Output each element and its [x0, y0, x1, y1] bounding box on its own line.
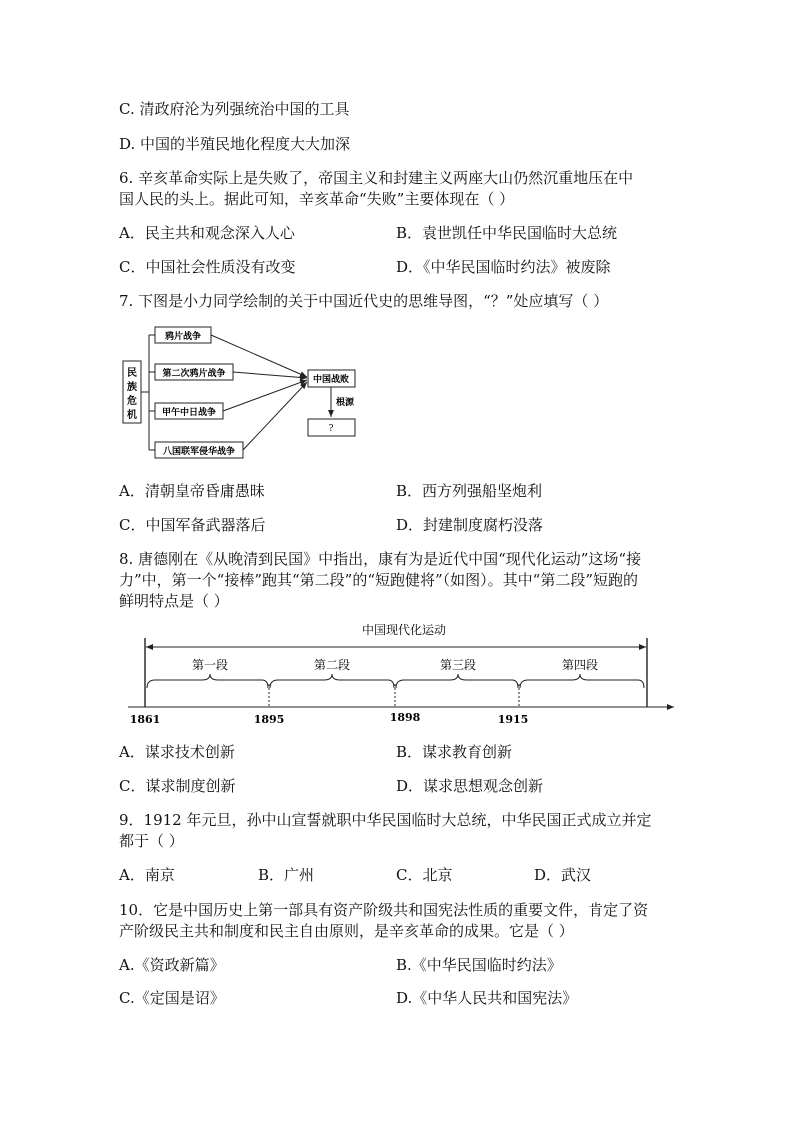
q8-year-1898: 1898 — [389, 711, 421, 724]
q9-option-b: B．广州 — [258, 866, 315, 884]
q7-left-char-1: 民 — [127, 368, 137, 379]
q7-arrow-2 — [233, 372, 307, 378]
q8-option-c: C．谋求制度创新 — [119, 777, 236, 795]
q8-brace-1 — [147, 674, 268, 688]
q8-timeline-title: 中国现代化运动 — [361, 623, 447, 637]
q8-brace-2 — [270, 674, 394, 688]
q7-option-c: C．中国军备武器落后 — [119, 516, 266, 534]
q7-left-char-2: 族 — [127, 382, 137, 393]
q8-stem-line3: 鲜明特点是（ ） — [119, 592, 229, 610]
q8-segment-2: 第二段 — [313, 658, 351, 672]
q8-brace-3 — [396, 674, 518, 688]
q9-stem-line1: 9．1912 年元旦，孙中山宣誓就职中华民国临时大总统，中华民国正式成立并定 — [119, 811, 652, 829]
q6-stem-line2: 国人民的头上。据此可知，辛亥革命“失败”主要体现在（ ） — [119, 190, 515, 208]
q7-unknown-label: ? — [328, 424, 334, 434]
q7-left-char-4: 机 — [127, 410, 137, 421]
q8-brace-4 — [520, 674, 644, 688]
q6-option-d: D．《中华民国临时约法》被废除 — [396, 258, 611, 276]
q6-option-b: B．袁世凯任中华民国临时大总统 — [396, 224, 618, 242]
q7-arrow-label: 根源 — [336, 398, 355, 408]
q9-option-a: A．南京 — [119, 866, 175, 884]
q7-option-b: B．西方列强船坚炮利 — [396, 482, 543, 500]
q6-option-a: A．民主共和观念深入人心 — [119, 224, 295, 242]
q7-war-label-4: 八国联军侵华战争 — [162, 447, 236, 457]
q10-option-a: A.《资政新篇》 — [119, 956, 225, 974]
q8-year-1861: 1861 — [129, 713, 161, 726]
q8-segment-1: 第一段 — [191, 658, 229, 672]
q8-stem-line2: 力”中，第一个“接棒”跑其“第二段”的“短跑健将”（如图）。其中“第二段”短跑的 — [119, 571, 639, 589]
q8-year-1895: 1895 — [253, 713, 285, 726]
q7-war-label-1: 鸦片战争 — [164, 332, 202, 342]
q5-option-d: D. 中国的半殖民地化程度大大加深 — [119, 135, 351, 153]
q8-stem-line1: 8. 唐德刚在《从晚清到民国》中指出，康有为是近代中国“现代化运动”这场“接 — [119, 550, 642, 568]
q7-option-d: D．封建制度腐朽没落 — [396, 516, 544, 534]
q10-stem-line2: 产阶级民主共和制度和民主自由原则，是辛亥革命的成果。它是（ ） — [119, 922, 574, 940]
q7-result-label: 中国战败 — [312, 375, 350, 385]
q8-timeline — [118, 618, 688, 728]
q6-option-c: C．中国社会性质没有改变 — [119, 258, 296, 276]
q10-stem-line1: 10．它是中国历史上第一部具有资产阶级共和国宪法性质的重要文件，肯定了资 — [119, 901, 649, 919]
q9-option-c: C．北京 — [396, 866, 453, 884]
q8-year-1915: 1915 — [497, 713, 529, 726]
q8-segment-3: 第三段 — [439, 658, 477, 672]
q7-mind-map — [117, 323, 367, 463]
q9-option-d: D．武汉 — [534, 866, 592, 884]
q9-stem-line2: 都于（ ） — [119, 832, 184, 850]
q7-war-label-2: 第二次鸦片战争 — [162, 369, 226, 379]
q5-option-c: C. 清政府沦为列强统治中国的工具 — [119, 100, 350, 118]
q8-segment-4: 第四段 — [561, 658, 599, 672]
q10-option-d: D.《中华人民共和国宪法》 — [396, 989, 578, 1007]
q10-option-b: B.《中华民国临时约法》 — [396, 956, 562, 974]
q8-option-d: D．谋求思想观念创新 — [396, 777, 544, 795]
q8-option-a: A．谋求技术创新 — [119, 743, 235, 761]
q7-war-label-3: 甲午中日战争 — [161, 408, 217, 418]
q8-option-b: B．谋求教育创新 — [396, 743, 513, 761]
q6-stem-line1: 6. 辛亥革命实际上是失败了，帝国主义和封建主义两座大山仍然沉重地压在中 — [119, 169, 634, 187]
q10-option-c: C.《定国是诏》 — [119, 989, 225, 1007]
q7-stem: 7. 下图是小力同学绘制的关于中国近代史的思维导图，“？”处应填写（ ） — [119, 292, 609, 310]
q7-option-a: A．清朝皇帝昏庸愚昧 — [119, 482, 265, 500]
q7-left-char-3: 危 — [127, 396, 137, 407]
